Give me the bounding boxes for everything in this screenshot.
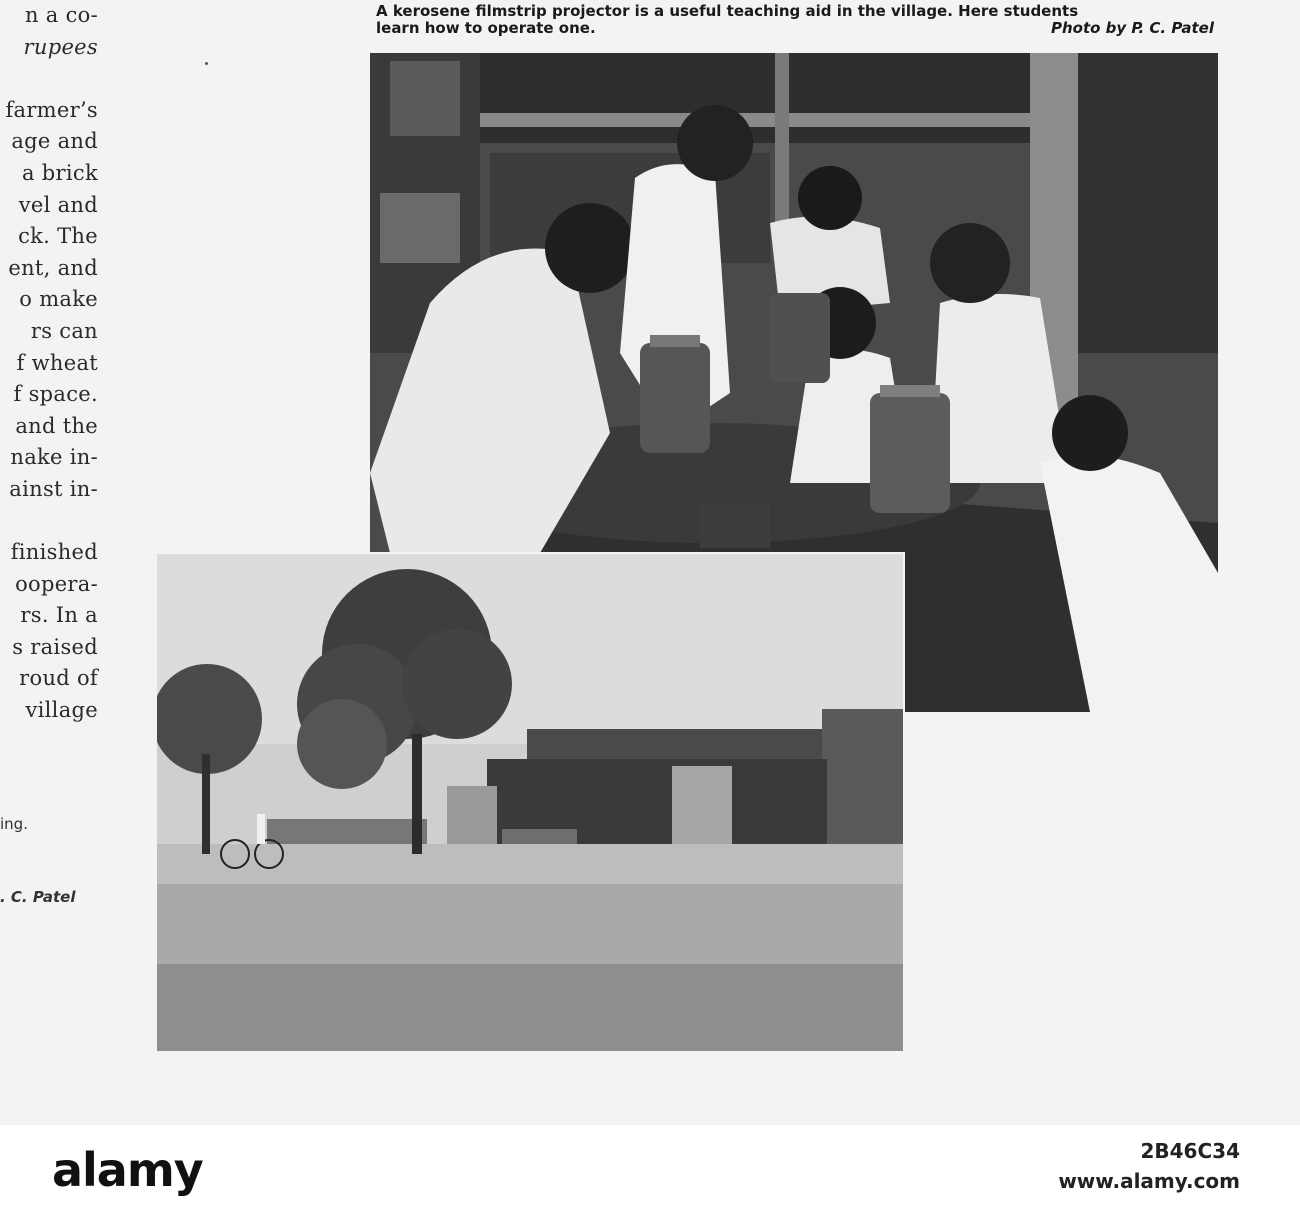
article-body-text: [0, 0, 98, 727]
village-building-photo: [155, 552, 905, 1053]
paragraph-gap: [0, 63, 98, 95]
article-line: ck. The: [18, 224, 98, 249]
article-line: rs. In a: [20, 603, 98, 628]
article-line: rs can: [30, 318, 98, 343]
article-line: age and: [11, 129, 98, 154]
left-photo-credit-fragment: . C. Patel: [0, 888, 76, 906]
alamy-logo: alamy: [52, 1143, 203, 1197]
article-line: village: [25, 698, 98, 723]
caption-line-2: learn how to operate one.: [376, 19, 596, 37]
article-line: and the: [15, 413, 98, 438]
article-line: oopera-: [15, 571, 98, 596]
article-line: roud of: [19, 666, 98, 691]
caption-line-1: A kerosene filmstrip projector is a useful teaching aid in the village. Here students: [376, 2, 1079, 20]
article-line: n a co-: [25, 3, 98, 27]
left-caption-fragment: ing.: [0, 815, 28, 833]
image-id: 2B46C34: [1140, 1139, 1240, 1163]
article-line: rupees: [23, 34, 98, 59]
article-line: finished: [10, 540, 98, 565]
article-line: nake in-: [10, 445, 98, 470]
article-line: vel and: [18, 192, 98, 217]
article-line: a brick: [22, 160, 98, 185]
paragraph-gap: [0, 506, 98, 538]
article-line: farmer’s: [5, 97, 98, 122]
article-line: f wheat: [16, 350, 98, 375]
projector-photo-caption: [376, 3, 1214, 37]
speck-mark: [205, 62, 208, 65]
article-line: o make: [19, 287, 98, 312]
site-url: www.alamy.com: [1058, 1169, 1240, 1193]
article-line: ainst in-: [9, 476, 98, 501]
article-line: f space.: [13, 382, 98, 407]
photo-credit: Photo by P. C. Patel: [1050, 19, 1214, 37]
article-line: s raised: [12, 634, 98, 659]
article-line: ent, and: [8, 255, 98, 280]
watermark-footer: [0, 1125, 1300, 1215]
